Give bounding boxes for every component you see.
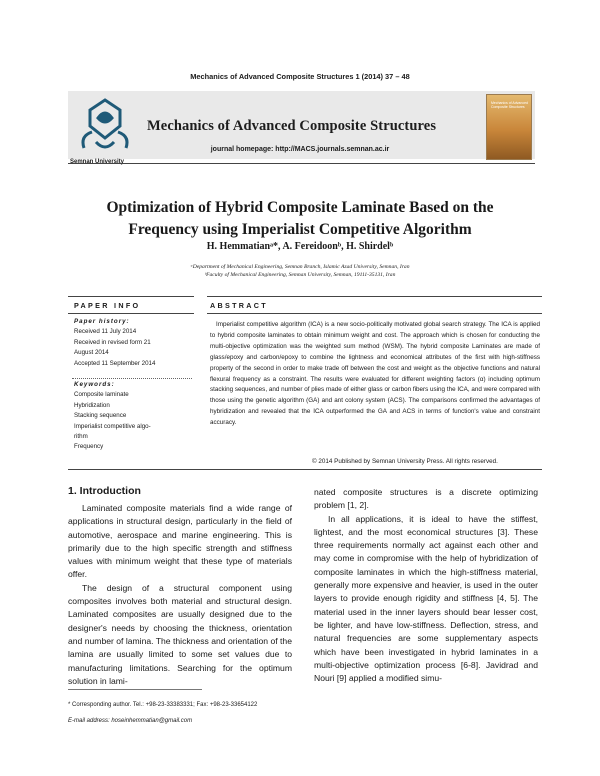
footnote-rule — [68, 689, 202, 690]
paper-info-rule-top — [68, 296, 194, 297]
journal-title: Mechanics of Advanced Composite Structures — [147, 118, 437, 134]
paragraph: In all applications, it is ideal to have the stiffest, lightest, and the most economical structures [3]. These three requirements normally act against each other and may come in compromise with the help of hybridization of composite laminates in which the high-stiffness material, generally more expensive and heavier, is used in the outer layers to provide enough rigidity and stiffness [4, 5]. The material used in the inner layers should bear lesser cost, be lighter, and have low-stiffness. Deflection, stress, and natural frequencies are some supplementary aspects which have been investigated in hybrid laminates in a multi-objective optimization process [6-8]. Javidrad and Nouri [9] applied a modified simu- — [314, 513, 538, 684]
paper-history-label: Paper history: — [74, 318, 130, 325]
corresponding-author-footnote: * Corresponding author. Tel.: +98-23-33383331; Fax: +98-23-33654122 — [68, 702, 258, 708]
paper-title — [0, 197, 600, 241]
keyword-item: Hybridization — [74, 401, 110, 409]
section-heading-introduction: 1. Introduction — [68, 485, 141, 497]
affiliation-b: ᵇFaculty of Mechanical Engineering, Semnan University, Semnan, 19111-35131, Iran — [204, 272, 396, 278]
cover-title: Mechanics of Advanced Composite Structures — [491, 101, 528, 109]
paragraph: Laminated composite materials find a wide range of applications in structural design, particularly in the field of automotive, aerospace and marine engineering. This is primarily due to the high specific strength and stiffness values with minimum weight that these type of materials offer. — [68, 503, 292, 580]
keywords-divider — [72, 378, 192, 379]
paper-info-heading: PAPER INFO — [74, 301, 141, 310]
university-name: Semnan University — [70, 159, 125, 165]
keywords-label: Keywords: — [74, 381, 115, 388]
paragraph: nated composite structures is a discrete optimizing problem [1, 2]. — [314, 487, 538, 511]
keyword-item: rithm — [74, 433, 88, 441]
copyright: © 2014 Published by Semnan University Press. All rights reserved. — [312, 458, 498, 465]
paper-title-line2: Frequency using Imperialist Competitive Algorithm — [128, 221, 472, 238]
keyword-item: Imperialist competitive algo- — [74, 422, 151, 430]
abstract-bottom-rule — [68, 469, 542, 470]
authors: H. Hemmatianᵃ*, A. Fereidoonᵇ, H. Shirdelᵇ — [206, 241, 394, 252]
paragraph: The design of a structural component using composites involves both material and structural design. Laminated composites are usually designed due to the designer's needs by choosing the thickness, orientation and number of lamina. The thickness and orientation of the lamina are usually limited to some set values due to manufacturing limitations. Searching for the optimum solution in lami- — [68, 582, 292, 686]
keyword-item: Stacking sequence — [74, 412, 127, 420]
journal-homepage: journal homepage: http://MACS.journals.semnan.ac.ir — [210, 146, 390, 153]
paper-title-line1: Optimization of Hybrid Composite Laminate Based on the — [106, 199, 494, 216]
right-column — [314, 486, 538, 685]
left-column — [68, 502, 292, 688]
abstract-rule — [207, 313, 542, 314]
header-divider — [68, 163, 535, 164]
paper-info-rule — [68, 313, 194, 314]
keywords — [74, 380, 151, 453]
abstract-heading: ABSTRACT — [210, 301, 268, 310]
abstract-text: Imperialist competitive algorithm (ICA) is a new socio-politically motivated global search strategy. The ICA is applied to hybrid composite laminates to obtain minimum weight and cost. The approach which is chosen for conducting the multi-objective optimization was the weighted sum method (WSM). The hybrid composite Laminates are made of glass/epoxy and carbon/epoxy to combine the lightness and economical attributes of the first with high-stiffness property of the second in order to make trade off between the cost and weight as the objective functions and natural flexural frequency as a constraint. The results were evaluated for different weighting factors (α) including optimum stacking sequences, and number of plies made of either glass or carbon fibers using the ICA, and were compared with those using the genetic algorithm (GA) and ant colony system (ACS). The comparisons confirmed the advantages of hybridization and revealed that the ICA outperformed the GA and ACS in terms of function's value and constraint accuracy. — [210, 321, 540, 427]
journal-citation: Mechanics of Advanced Composite Structures 1 (2014) 37 – 48 — [190, 72, 410, 81]
email-footnote: E-mail address: hoseinhemmatian@gmail.com — [68, 718, 193, 724]
keyword-item: Frequency — [74, 443, 104, 451]
history-item: Accepted 11 September 2014 — [74, 359, 156, 367]
history-item: Received 11 July 2014 — [74, 328, 137, 336]
affiliation-a: ᵃDepartment of Mechanical Engineering, Semnan Branch, Islamic Azad University, Semnan, Iran — [190, 264, 410, 270]
journal-cover-image — [486, 94, 532, 160]
history-item: August 2014 — [74, 349, 109, 357]
paper-history — [74, 317, 155, 369]
keyword-item: Composite laminate — [74, 391, 129, 399]
history-item: Received in revised form 21 — [74, 338, 151, 346]
abstract-rule-top — [207, 296, 542, 297]
